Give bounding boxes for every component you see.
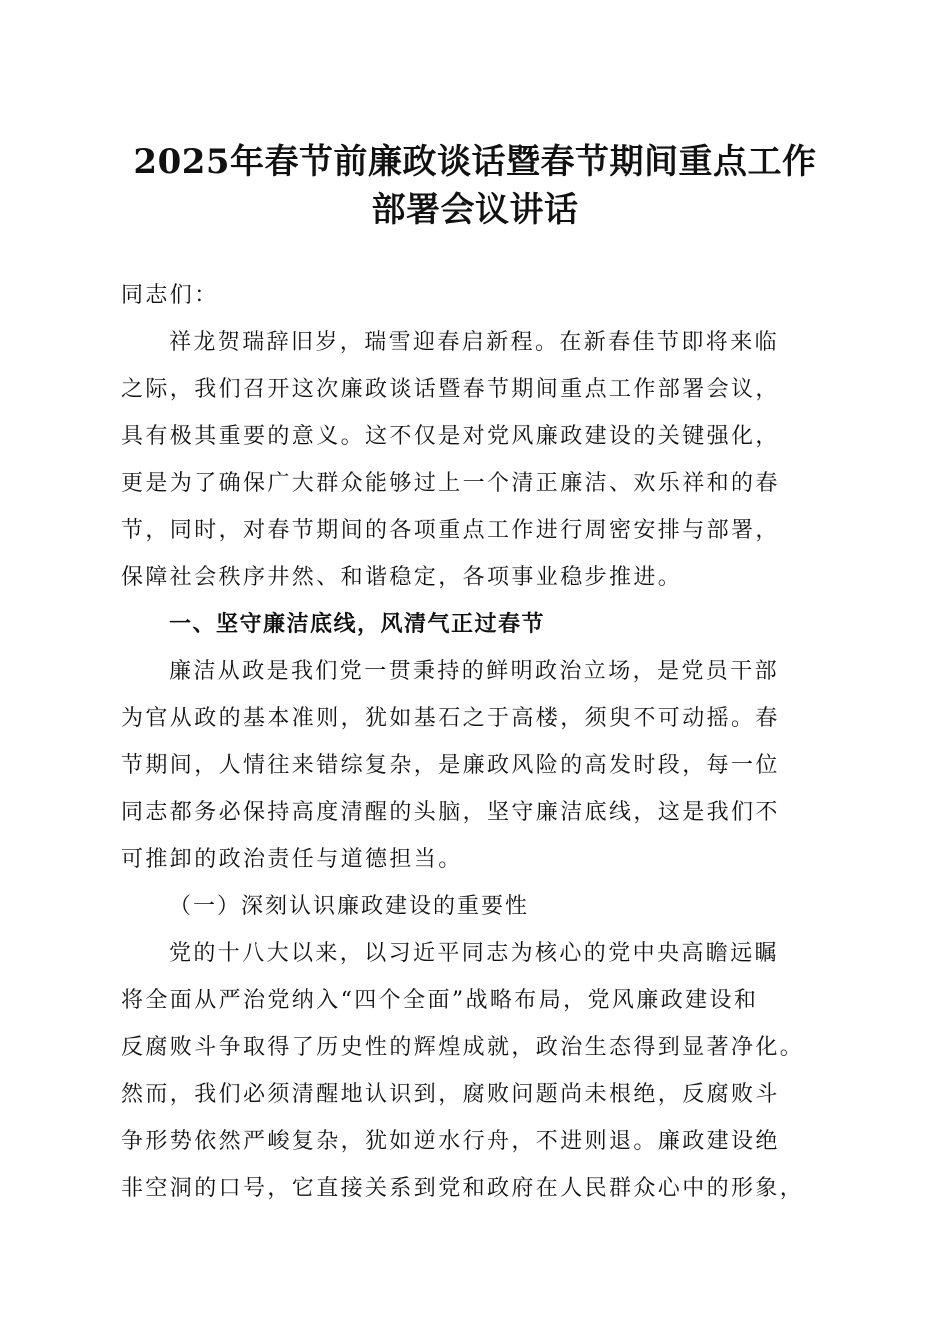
paragraph-line: 节期间，人情往来错综复杂，是廉政风险的高发时段，每一位	[121, 753, 780, 778]
paragraph-line: 将全面从严治党纳入“四个全面”战略布局，党风廉政建设和	[121, 988, 759, 1013]
paragraph-line: 争形势依然严峻复杂，犹如逆水行舟，不进则退。廉政建设绝	[121, 1129, 780, 1154]
paragraph-line: 廉洁从政是我们党一贯秉持的鲜明政治立场，是党员干部	[169, 659, 780, 684]
salutation: 同志们：	[121, 283, 219, 308]
paragraph-line: 保障社会秩序井然、和谐稳定，各项事业稳步推进。	[121, 565, 683, 590]
paragraph-line: 同志都务必保持高度清醒的头脑，坚守廉洁底线，这是我们不	[121, 800, 780, 825]
section-heading: 一、坚守廉洁底线，风清气正过春节	[169, 612, 546, 637]
document-title-line-2: 部署会议讲话	[371, 190, 579, 230]
subsection-heading: （一）深刻认识廉政建设的重要性	[169, 894, 530, 919]
paragraph-line: 祥龙贺瑞辞旧岁，瑞雪迎春启新程。在新春佳节即将来临	[169, 330, 780, 355]
paragraph-line: 为官从政的基本准则，犹如基石之于高楼，须臾不可动摇。春	[121, 706, 780, 731]
paragraph-line: 节，同时，对春节期间的各项重点工作进行周密安排与部署，	[121, 518, 780, 543]
paragraph-line: 然而，我们必须清醒地认识到，腐败问题尚未根绝，反腐败斗	[121, 1082, 780, 1107]
document-title-line-1: 2025年春节前廉政谈话暨春节期间重点工作	[133, 142, 817, 182]
paragraph-line: 反腐败斗争取得了历史性的辉煌成就，政治生态得到显著净化。	[121, 1035, 805, 1060]
paragraph-line: 更是为了确保广大群众能够过上一个清正廉洁、欢乐祥和的春	[121, 471, 780, 496]
paragraph-line: 具有极其重要的意义。这不仅是对党风廉政建设的关键强化，	[121, 424, 780, 449]
paragraph-line: 党的十八大以来，以习近平同志为核心的党中央高瞻远瞩	[169, 941, 780, 966]
paragraph-line: 非空洞的口号，它直接关系到党和政府在人民群众心中的形象，	[121, 1176, 805, 1201]
paragraph-line: 之际，我们召开这次廉政谈话暨春节期间重点工作部署会议，	[121, 377, 780, 402]
document-body	[121, 272, 841, 1212]
paragraph-line: 可推卸的政治责任与道德担当。	[121, 847, 463, 872]
